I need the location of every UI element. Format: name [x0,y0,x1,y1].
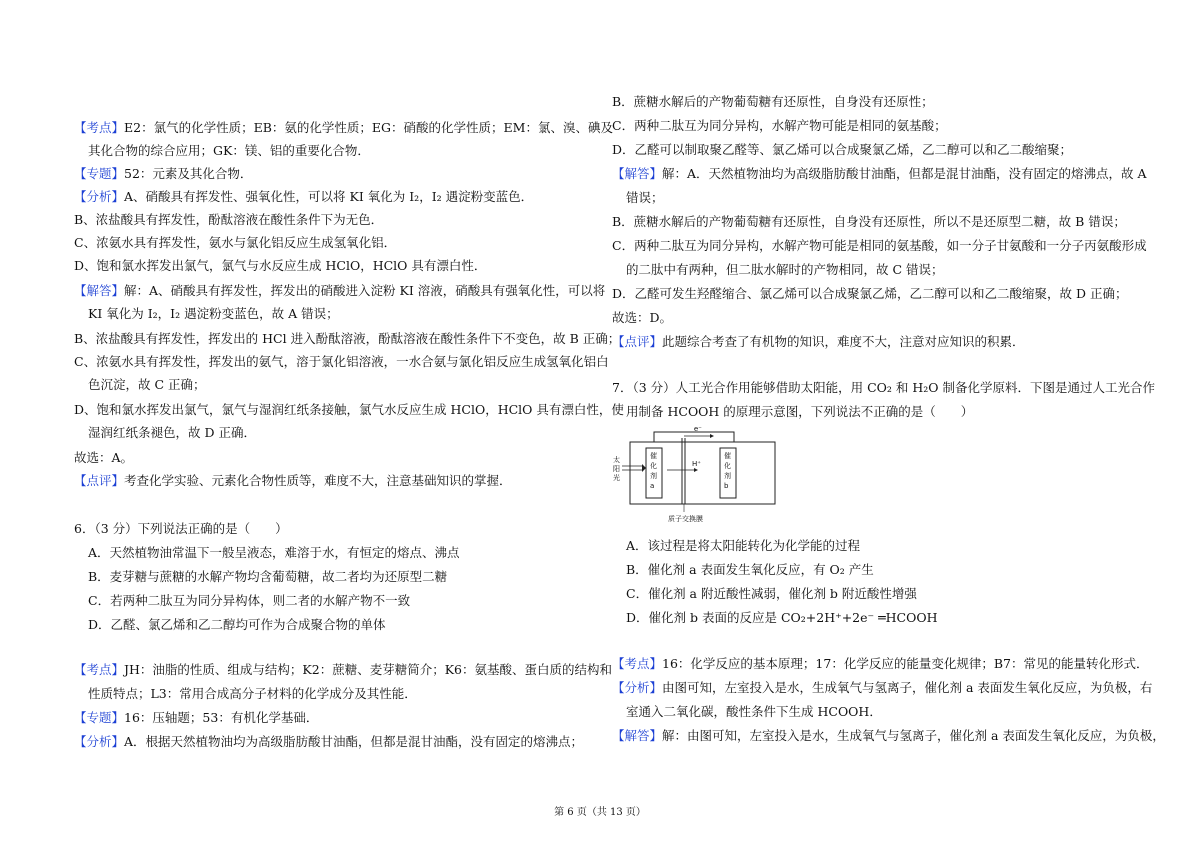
text-line [612,286,1128,302]
text-line [88,306,339,322]
line-text: C、浓氨水具有挥发性，氨水与氯化铝反应生成氢氧化铝． [74,235,397,250]
line-text: B、浓盐酸具有挥发性，酚酞溶液在酸性条件下为无色． [74,212,384,227]
line-text: A．天然植物油常温下一般呈液态，难溶于水，有恒定的熔点、沸点 [88,545,460,560]
text-line [612,94,934,110]
line-text: KI 氧化为 I₂，I₂ 遇淀粉变蓝色，故 A 错误； [88,306,339,321]
line-text: B．蔗糖水解后的产物葡萄糖有还原性，自身没有还原性； [612,94,934,109]
line-text: A．该过程是将太阳能转化为化学能的过程 [626,538,861,553]
text-line [612,334,1025,350]
line-text: 由图可知，左室投入是水，生成氧气与氢离子，催化剂 a 表面发生氧化反应，为负极，右 [662,680,1153,695]
electron-label: e⁻ [694,425,702,433]
sun-label: 光 [613,474,620,482]
sun-label: 阳 [613,465,620,473]
text-line [612,380,1155,396]
text-line [626,562,874,578]
text-line [74,450,133,466]
section-tag: 【点评】 [74,473,125,488]
text-line [626,404,973,420]
text-line [626,262,944,278]
text-line [74,258,486,274]
text-line [74,189,533,205]
text-line [88,593,410,609]
page-footer: 第 6 页（共 13 页） [554,807,646,818]
section-tag: 【专题】 [74,710,125,725]
line-text: 室通入二氧化碳，酸性条件下生成 HCOOH． [626,704,882,719]
section-tag: 【解答】 [612,166,663,181]
line-text: 考查化学实验、元素化合物性质等，难度不大，注意基础知识的掌握． [124,473,512,488]
line-text: 6．（3 分）下列说法正确的是（ ） [74,521,288,536]
text-line [88,425,256,441]
text-line [626,610,937,626]
section-tag: 【专题】 [74,166,125,181]
text-line [74,235,396,251]
catalyst-a-label: a [650,482,655,490]
line-text: B．麦芽糖与蔗糖的水解产物均含葡萄糖，故二者均为还原型二糖 [88,569,448,584]
text-line [88,686,417,702]
line-text: C．两种二肽互为同分异构，水解产物可能是相同的氨基酸； [612,118,947,133]
line-text: C．催化剂 a 附近酸性减弱，催化剂 b 附近酸性增强 [626,586,917,601]
line-text: 的二肽中有两种，但二肽水解时的产物相同，故 C 错误； [626,262,944,277]
text-line [74,521,288,537]
line-text: 16：压轴题；53：有机化学基础． [124,710,319,725]
line-text: 16：化学反应的基本原理；17：化学反应的能量变化规律；B7：常见的能量转化形式． [662,656,1149,671]
text-line [88,377,206,393]
section-tag: 【分析】 [74,734,125,749]
section-tag: 【考点】 [74,120,125,135]
catalyst-a-label: 化 [650,462,657,470]
section-tag: 【考点】 [74,662,125,677]
line-text: C．若两种二肽互为同分异构体，则二者的水解产物不一致 [88,593,411,608]
text-line [612,310,672,326]
text-line [626,190,664,206]
text-line [612,118,947,134]
line-text: 52：元素及其化合物． [124,166,253,181]
text-line [88,143,370,159]
text-line [74,283,605,299]
text-line [74,473,512,489]
section-tag: 【分析】 [612,680,663,695]
line-text: D．催化剂 b 表面的反应是 CO₂+2H⁺+2e⁻ ═HCOOH [626,610,938,625]
text-line [74,734,583,750]
line-text: 解：由图可知，左室投入是水，生成氧气与氢离子，催化剂 a 表面发生氧化反应，为负极， [662,728,1165,743]
line-text: 用制备 HCOOH 的原理示意图，下列说法不正确的是（ ） [626,404,974,419]
line-text: D．乙醛、氯乙烯和乙二醇均可作为合成聚合物的单体 [88,617,386,632]
catalyst-b-label: 催 [724,452,731,460]
text-line [74,212,383,228]
external-wire [654,432,734,442]
line-text: 7．（3 分）人工光合作用能够借助太阳能，用 CO₂ 和 H₂O 制备化学原料．下图是通过人工光合作 [612,380,1156,395]
line-text: 解：A、硝酸具有挥发性，挥发出的硝酸进入淀粉 KI 溶液，硝酸具有强氧化性，可以将 [124,283,606,298]
line-text: 色沉淀，故 C 正确； [88,377,206,392]
section-tag: 【考点】 [612,656,663,671]
text-line [88,545,460,561]
text-line [612,656,1148,672]
text-line [626,704,882,720]
text-line [74,662,612,678]
catalyst-a-label: 剂 [650,472,657,480]
text-line [74,331,620,347]
line-text: 故选：D。 [612,310,673,325]
sun-label: 太 [613,456,620,464]
line-text: 其化合物的综合应用；GK：镁、铝的重要化合物． [88,143,370,158]
text-line [74,402,624,418]
text-line [612,238,1147,254]
line-text: 此题综合考查了有机物的知识，难度不大，注意对应知识的积累． [662,334,1025,349]
text-line [74,166,252,182]
text-line [88,617,386,633]
line-text: 解：A．天然植物油均为高级脂肪酸甘油酯，但都是混甘油酯，没有固定的熔沸点，故 A [662,166,1147,181]
text-line [612,728,1165,744]
line-text: 故选：A。 [74,450,134,465]
line-text: D、饱和氯水挥发出氯气，氯气与水反应生成 HClO，HClO 具有漂白性． [74,258,487,273]
line-text: JH：油脂的性质、组成与结构；K2：蔗糖、麦芽糖简介；K6：氨基酸、蛋白质的结构和 [124,662,613,677]
catalyst-b-label: b [724,482,729,490]
line-text: E2：氯气的化学性质；EB：氨的化学性质；EG：硝酸的化学性质；EM：氯、溴、碘及 [124,120,613,135]
line-text: A、硝酸具有挥发性、强氧化性，可以将 KI 氧化为 I₂，I₂ 遇淀粉变蓝色． [124,189,534,204]
text-line [74,354,609,370]
line-text: C．两种二肽互为同分异构，水解产物可能是相同的氨基酸，如一分子甘氨酸和一分子丙氨酸形成 [612,238,1147,253]
line-text: D、饱和氯水挥发出氯气，氯气与湿润红纸条接触，氯气水反应生成 HClO，HClO 具有漂白性，使 [74,402,624,417]
text-line [88,569,447,585]
text-line [626,586,917,602]
line-text: A．根据天然植物油均为高级脂肪酸甘油酯，但都是混甘油酯，没有固定的熔沸点； [124,734,584,749]
text-line [612,166,1147,182]
section-tag: 【解答】 [74,283,125,298]
text-line [612,680,1152,696]
line-text: 错误； [626,190,664,205]
line-text: B．蔗糖水解后的产物葡萄糖有还原性，自身没有还原性，所以不是还原型二糖，故 B 错误； [612,214,1126,229]
proton-label: H⁺ [692,460,701,468]
line-text: 湿润红纸条褪色，故 D 正确． [88,425,256,440]
line-text: B、浓盐酸具有挥发性，挥发出的 HCl 进入酚酞溶液，酚酞溶液在酸性条件下不变色，故 B 正确； [74,331,621,346]
section-tag: 【分析】 [74,189,125,204]
text-line [612,142,1072,158]
photosynthesis-diagram [612,424,778,524]
line-text: B．催化剂 a 表面发生氧化反应，有 O₂ 产生 [626,562,874,577]
text-line [74,710,318,726]
line-text: D．乙醛可以制取聚乙醛等、氯乙烯可以合成聚氯乙烯，乙二醇可以和乙二酸缩聚； [612,142,1073,157]
catalyst-b-label: 剂 [724,472,731,480]
catalyst-b-label: 化 [724,462,731,470]
line-text: 性质特点；L3：常用合成高分子材料的化学成分及其性能． [88,686,417,701]
section-tag: 【解答】 [612,728,663,743]
membrane-label: 质子交换膜 [668,515,703,523]
text-line [626,538,860,554]
text-line [74,120,613,136]
line-text: C、浓氨水具有挥发性，挥发出的氨气，溶于氯化铝溶液，一水合氨与氯化铝反应生成氢氧化铝白 [74,354,609,369]
text-line [612,214,1126,230]
section-tag: 【点评】 [612,334,663,349]
catalyst-a-label: 催 [650,452,657,460]
line-text: D．乙醛可发生羟醛缩合、氯乙烯可以合成聚氯乙烯，乙二醇可以和乙二酸缩聚，故 D 正确； [612,286,1128,301]
